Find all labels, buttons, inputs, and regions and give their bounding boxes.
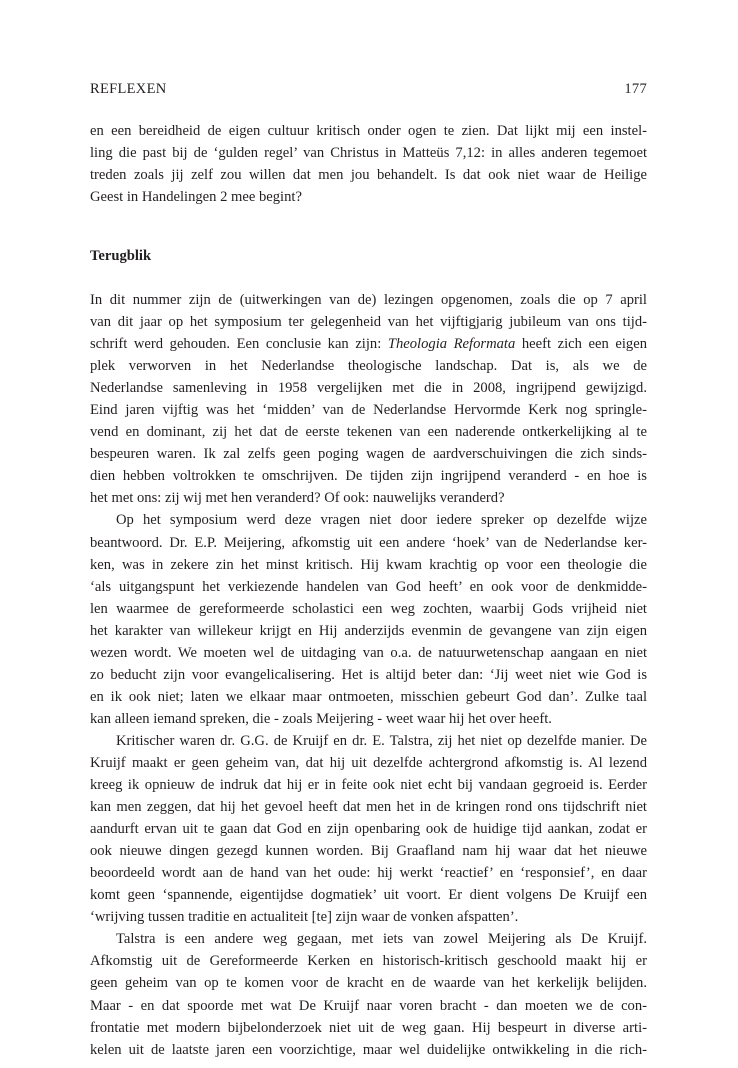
text-line: treden zoals jij zelf zou willen dat men jou behandelt. Is dat ook niet waar de Heilige — [90, 167, 647, 184]
text-line: ken, was in zekere zin het minst kritisch. Hij kwam krachtig op voor een theologie die — [90, 556, 647, 573]
text-line: wezen wordt. We moeten wel de uitdaging van o.a. de natuurwetenschap aangaan en niet — [90, 644, 647, 661]
body-text — [90, 289, 647, 1061]
text-line: aandurft ervan uit te gaan dat God en zijn openbaring ook de huidige tijd aankan, zodat er — [90, 821, 647, 838]
text-line: ‘wrijving tussen traditie en actualiteit [te] zijn waar de vonken afspatten’. — [90, 909, 519, 926]
text-line: bespeuren waren. Ik zal zelfs geen poging wagen de aardverschuivingen die zich sinds- — [90, 446, 647, 463]
page — [90, 0, 647, 1068]
text-line: en een bereidheid de eigen cultuur kritisch onder ogen te zien. Dat lijkt mij een instel- — [90, 123, 647, 139]
text-line: plek verworven in het Nederlandse theologische landschap. Dat is, als we de — [90, 358, 647, 375]
text-line: het met ons: zij wij met hen veranderd? Of ook: nauwelijks veranderd? — [90, 490, 505, 507]
text-line: beoordeeld wordt aan de hand van het oude: hij werkt ‘reactief’ en ‘responsief’, en daar — [90, 865, 647, 882]
text-line: Kritischer waren dr. G.G. de Kruijf en dr. E. Talstra, zij het niet op dezelfde manier. De — [116, 732, 647, 749]
text-line: dien hebben voltrokken te omschrijven. De tijden zijn ingrijpend veranderd - en hoe is — [90, 468, 647, 485]
text-line: vend en dominant, zij het dat de eerste tekenen van een naderende ontkerkelijking al te — [90, 424, 647, 441]
text-line: Geest in Handelingen 2 mee begint? — [90, 189, 302, 206]
text-line: ‘als uitgangspunt het verkiezende handelen van God heeft’ en ook voor de denkmidde- — [90, 578, 647, 595]
text-line: ling die past bij de ‘gulden regel’ van Christus in Matteüs 7,12: in alles anderen tegemoet — [90, 145, 647, 162]
text-line: len waarmee de gereformeerde scholastici een weg zochten, waarbij Gods vrijheid niet — [90, 600, 647, 617]
text-line: ook nieuwe dingen gezegd kunnen worden. Bij Graafland nam hij waar dat het nieuwe — [90, 843, 647, 860]
text-line: Afkomstig uit de Gereformeerde Kerken en historisch-kritisch geschoold maakt hij er — [90, 953, 647, 970]
text-line: geen geheim van op te komen voor de kracht en de waarde van het kerkelijk belijden. — [90, 975, 647, 992]
text-line: In dit nummer zijn de (uitwerkingen van de) lezingen opgenomen, zoals die op 7 april — [90, 292, 647, 308]
text-line: frontatie met modern bijbelonderzoek niet uit de weg gaan. Hij bespeurt in diverse arti- — [90, 1019, 647, 1036]
text-line: kan men zeggen, dat hij het gevoel heeft dat men het in de kringen rond ons tijdschrift niet — [90, 799, 647, 816]
text-line: zo beducht zijn voor evangelicalisering. Het is altijd beter dan: ‘Jij weet niet wie God is — [90, 666, 647, 683]
journal-title: Theologia Reformata — [387, 336, 516, 353]
running-title: REFLEXEN — [90, 81, 167, 97]
text-line: kreeg ik opnieuw de indruk dat hij er in feite ook niet echt bij vandaan gegroeid is. Eerder — [90, 777, 647, 794]
text-line: Nederlandse samenleving in 1958 vergelijken met die in 2008, ingrijpend gewijzigd. — [90, 380, 647, 397]
intro-paragraph — [90, 120, 647, 208]
text-line: Maar - en dat spoorde met wat De Kruijf naar voren bracht - dan moeten we de con- — [90, 997, 647, 1014]
text-line: en ik ook niet; laten we elkaar maar ontmoeten, misschien gebeurt God dan’. Zulke taal — [90, 688, 647, 705]
text-line: kelen uit de laatste jaren een voorzichtige, maar wel duidelijke ontwikkeling in die rich- — [90, 1041, 647, 1058]
text-line: Op het symposium werd deze vragen niet door iedere spreker op dezelfde wijze — [116, 512, 647, 529]
running-head — [90, 79, 647, 99]
text-line: Kruijf maakt er geen geheim van, dat hij uit dezelfde achtergrond afkomstig is. Al lezend — [90, 754, 647, 771]
text-segment: schrift werd gehouden. Een conclusie kan zijn: — [90, 336, 388, 353]
text-line: Eind jaren vijftig was het ‘midden’ van de Nederlandse Hervormde Kerk nog springle- — [90, 402, 647, 419]
text-segment: heeft zich een eigen — [515, 336, 647, 353]
text-line: komt geen ‘spannende, eigentijdse dogmatiek’ uit voort. Er dient volgens De Kruijf een — [90, 887, 647, 904]
section-heading: Terugblik — [90, 248, 152, 264]
page-number: 177 — [624, 81, 647, 97]
text-line: van dit jaar op het symposium ter gelegenheid van het vijftigjarig jubileum van ons tijd- — [90, 314, 647, 331]
text-line: Talstra is een andere weg gegaan, met iets van zowel Meijering als De Kruijf. — [116, 931, 647, 948]
text-line: kan alleen iemand spreken, die - zoals Meijering - weet waar hij het over heeft. — [90, 710, 552, 727]
text-line — [90, 333, 647, 355]
text-line: het karakter van willekeur krijgt en Hij anderzijds evenmin de gevangene van zijn eigen — [90, 622, 647, 639]
text-line: beantwoord. Dr. E.P. Meijering, afkomstig uit een andere ‘hoek’ van de Nederlandse ker- — [90, 534, 647, 551]
